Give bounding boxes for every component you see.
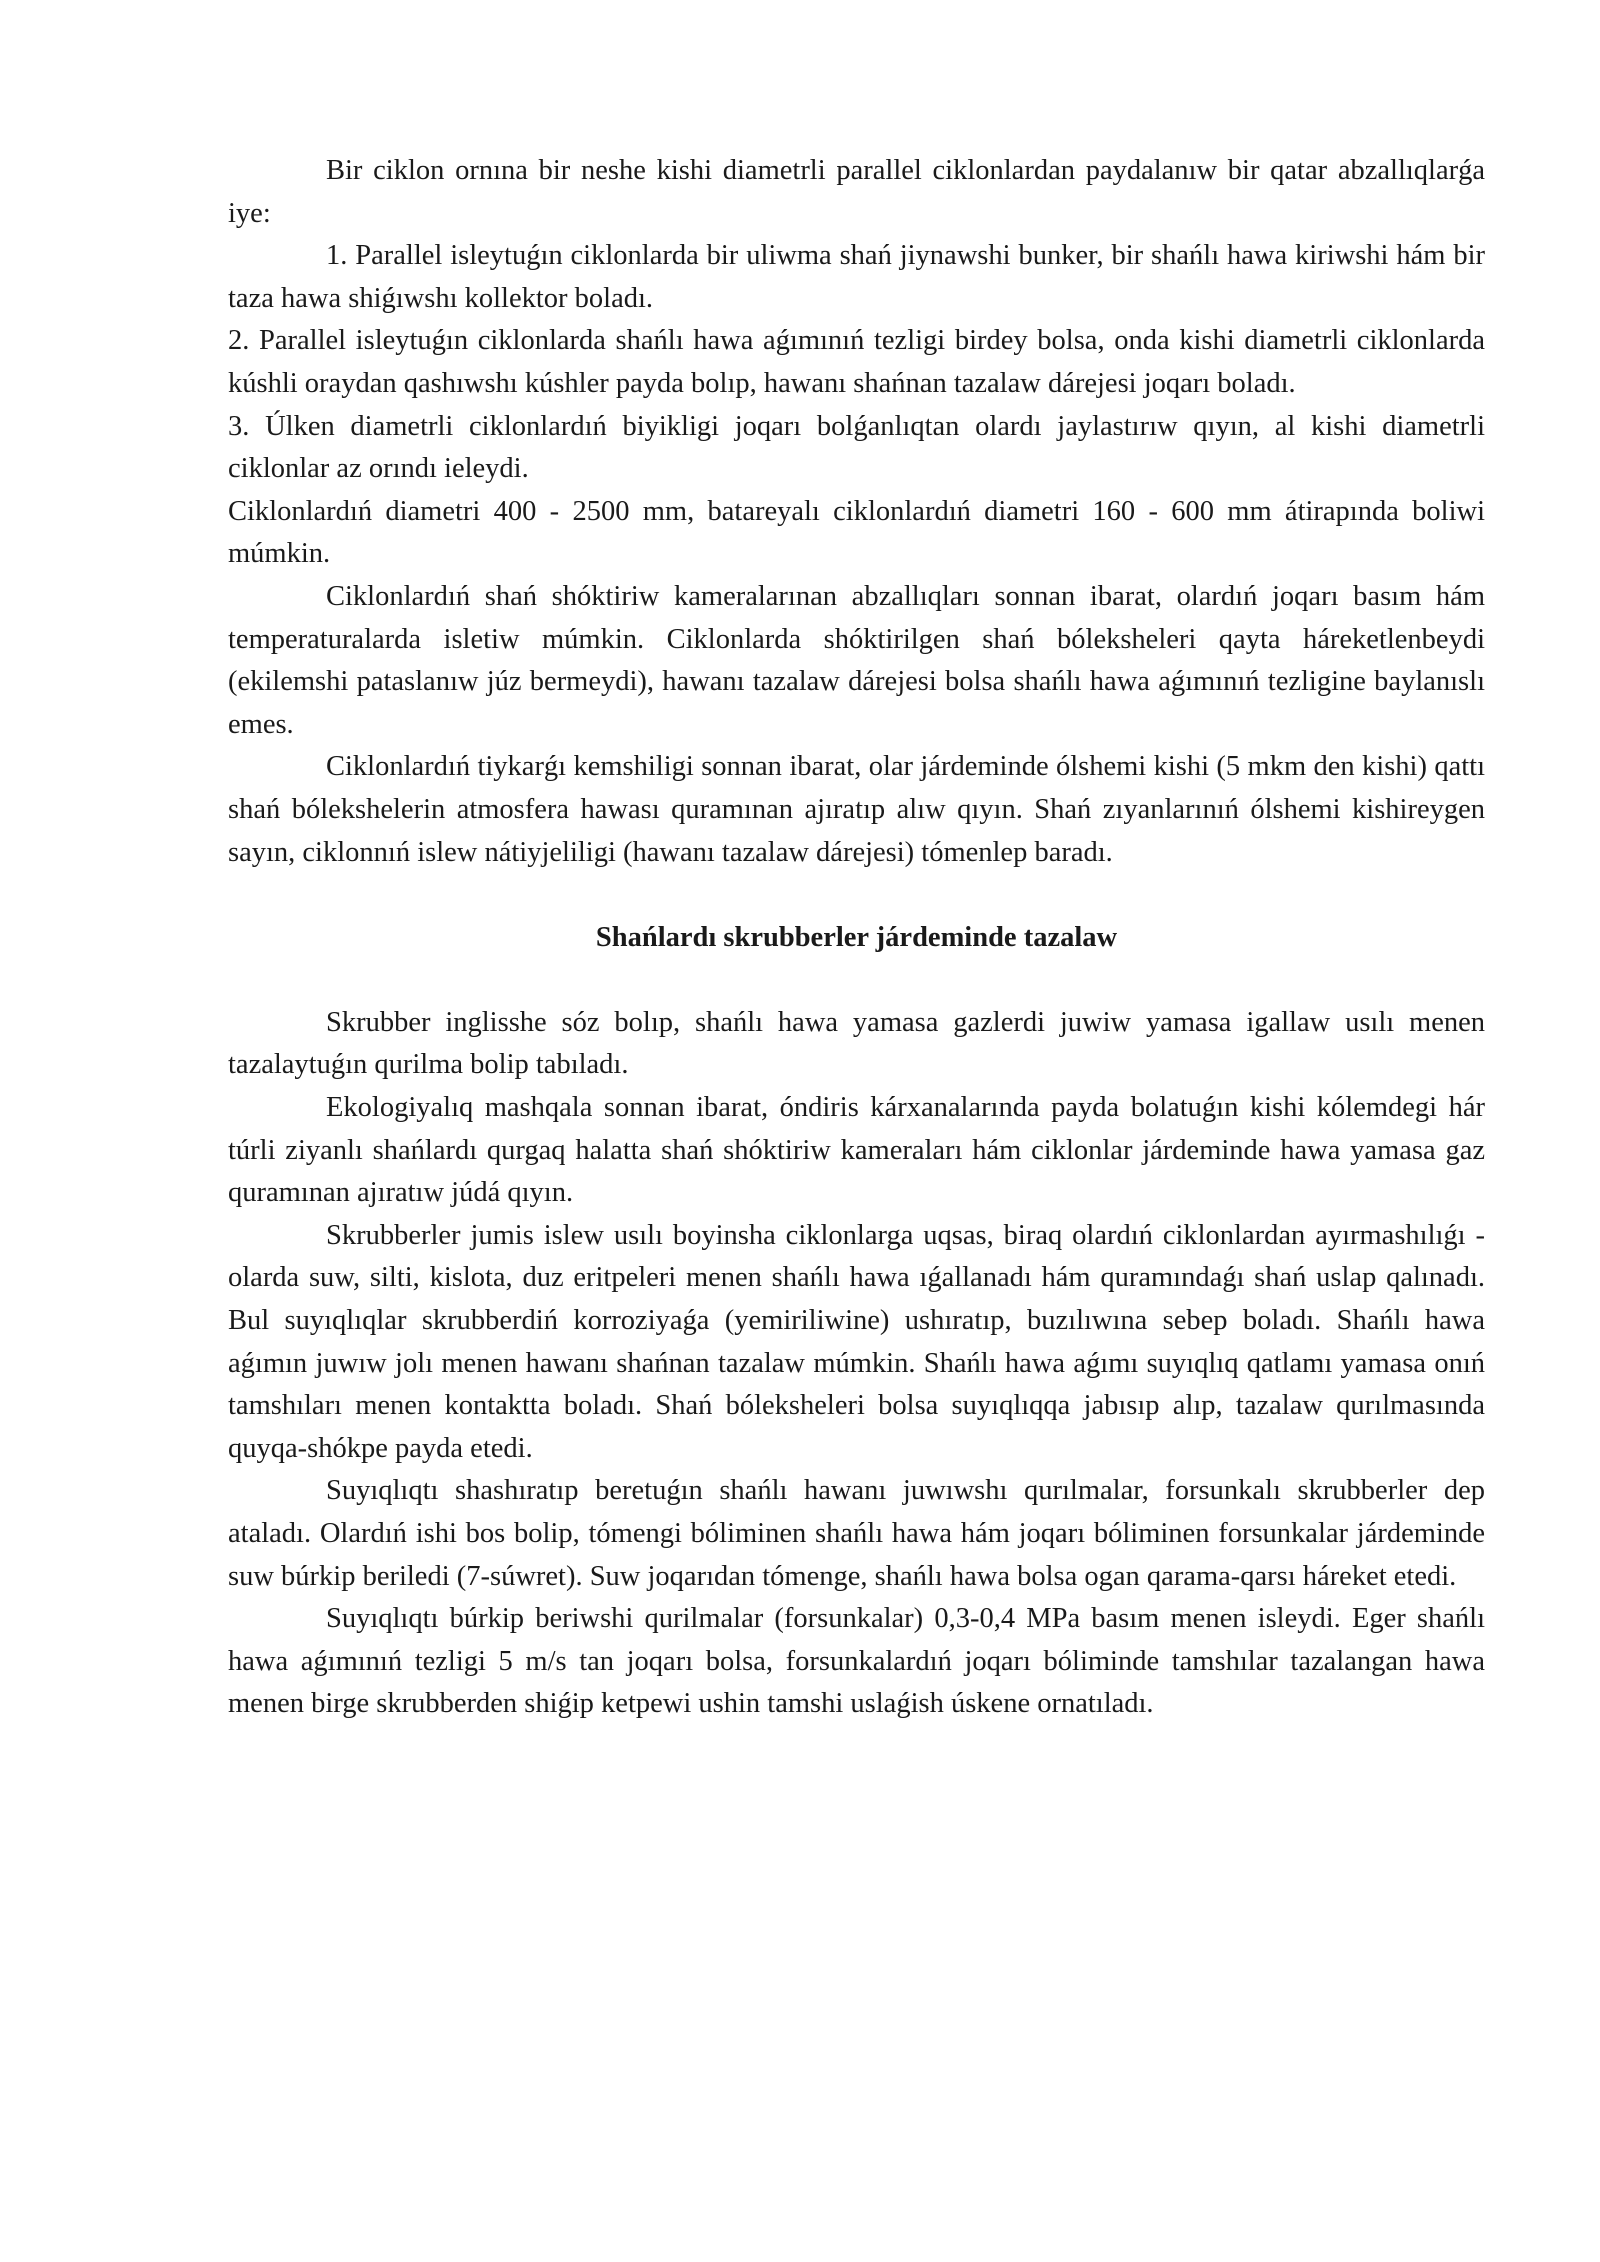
paragraph-drawbacks: Ciklonlardıń tiykarǵı kemshiligi sonnan ibarat, olar járdeminde ólshemi kishi (5 mkm den kishi) qattı shań bólekshelerin atmosfera hawası quramınan ajıratıp alıw qıyın. Shań zıyanlarınıń ólshemi kishireygen sayın, ciklonnıń islew nátiyjeliligi (hawanı tazalaw dárejesi) tómenlep baradı. <box>228 751 1485 868</box>
list-item-2: 2. Parallel isleytuǵın ciklonlarda shańlı hawa aǵımınıń tezligi birdey bolsa, onda kishi diametrli ciklonlarda kúshli oraydan qashıwshı kúshler payda bolıp, hawanı shańnan tazalaw dárejesi joqarı boladı. <box>228 325 1485 399</box>
list-item-3: 3. Úlken diametrli ciklonlardıń biyikligi joqarı bolǵanlıqtan olardı jaylastırıw qıyın, al kishi diametrli ciklonlar az orındı ieleydi. <box>228 410 1485 485</box>
paragraph-nozzle-pressure: Suyıqlıqtı búrkip beriwshi qurilmalar (forsunkalar) 0,3-0,4 MPa basım menen isleydi. Eger shańlı hawa aǵımınıń tezligi 5 m/s tan joqarı bolsa, forsunkalardıń joqarı bóliminde tamshılar tazalangan hawa menen birge skrubberden shiǵip ketpewi ushin tamshi uslaǵish úskene ornatıladı. <box>228 1603 1485 1720</box>
paragraph-nozzle-scrubbers: Suyıqlıqtı shashıratıp beretuǵın shańlı hawanı juwıwshı qurılmalar, forsunkalı skrubberler dep ataladı. Olardıń ishi bos bolip, tómengi bóliminen shańlı hawa hám joqarı bóliminen forsunkalar járdeminde suw búrkip beriledi (7-súwret). Suw joqarıdan tómenge, shańlı hawa bolsa ogan qarama-qarsı háreket etedi. <box>228 1475 1485 1592</box>
paragraph-ecological-problem: Ekologiyalıq mashqala sonnan ibarat, óndiris kárxanalarında payda bolatuǵın kishi kólemdegi hár túrli ziyanlı shańlardı qurgaq halatta shań shóktiriw kameraları hám ciklonlar járdeminde hawa yamasa gaz quramınan ajıratıw júdá qıyın. <box>228 1092 1485 1209</box>
paragraph-intro: Bir ciklon ornına bir neshe kishi diametrli parallel ciklonlardan paydalanıw bir qatar abzallıqlarǵa iye: <box>228 155 1485 229</box>
document-page <box>228 150 1485 1726</box>
spacer <box>228 959 1485 1002</box>
paragraph-diameters: Ciklonlardıń diametri 400 - 2500 mm, batareyalı ciklonlardıń diametri 160 - 600 mm átirapında boliwi múmkin. <box>228 495 1485 570</box>
paragraph-scrubber-definition: Skrubber inglisshe sóz bolıp, shańlı hawa yamasa gazlerdi juwiw yamasa igallaw usılı menen tazalaytuǵın qurilma bolip tabıladı. <box>228 1006 1485 1081</box>
section-heading: Shańlardı skrubberler járdeminde tazalaw <box>595 921 1118 953</box>
spacer <box>228 874 1485 917</box>
paragraph-advantages: Ciklonlardıń shań shóktiriw kameralarınan abzallıqları sonnan ibarat, olardıń joqarı basım hám temperaturalarda isletiw múmkin. Ciklonlarda shóktirilgen shań bólekshelerі qayta háreketlenbeydi (ekilemshi pataslanıw júz bermeydi), hawanı tazalaw dárejesi bolsa shańlı hawa aǵımınıń tezligine baylanıslı emes. <box>228 580 1485 740</box>
list-item-1: 1. Parallel isleytuǵın ciklonlarda bir uliwma shań jiynawshi bunker, bir shańlı hawa kiriwshi hám bir taza hawa shiǵıwshı kollektor boladı. <box>228 240 1485 314</box>
paragraph-scrubber-operation: Skrubberler jumis islew usılı boyinsha ciklonlarga uqsas, biraq olardıń ciklonlardan ayırmashılıǵı - olarda suw, silti, kislota, duz eritpeleri menen shańlı hawa ıǵallanadı hám quramındaǵı shań uslap qalınadı. Bul suyıqlıqlar skrubberdiń korroziyaǵa (yemiriliwine) ushıratıp, buzılıwına sebep boladı. Shańlı hawa aǵımın juwıw jolı menen hawanı shańnan tazalaw múmkin. Shańlı hawa aǵımı suyıqlıq qatlamı yamasa onıń tamshıları menen kontaktta boladı. Shań bólekshelerі bolsa suyıqlıqqa jabısıp alıp, tazalaw qurılmasında quyqa-shókpe payda etedi. <box>228 1219 1485 1464</box>
